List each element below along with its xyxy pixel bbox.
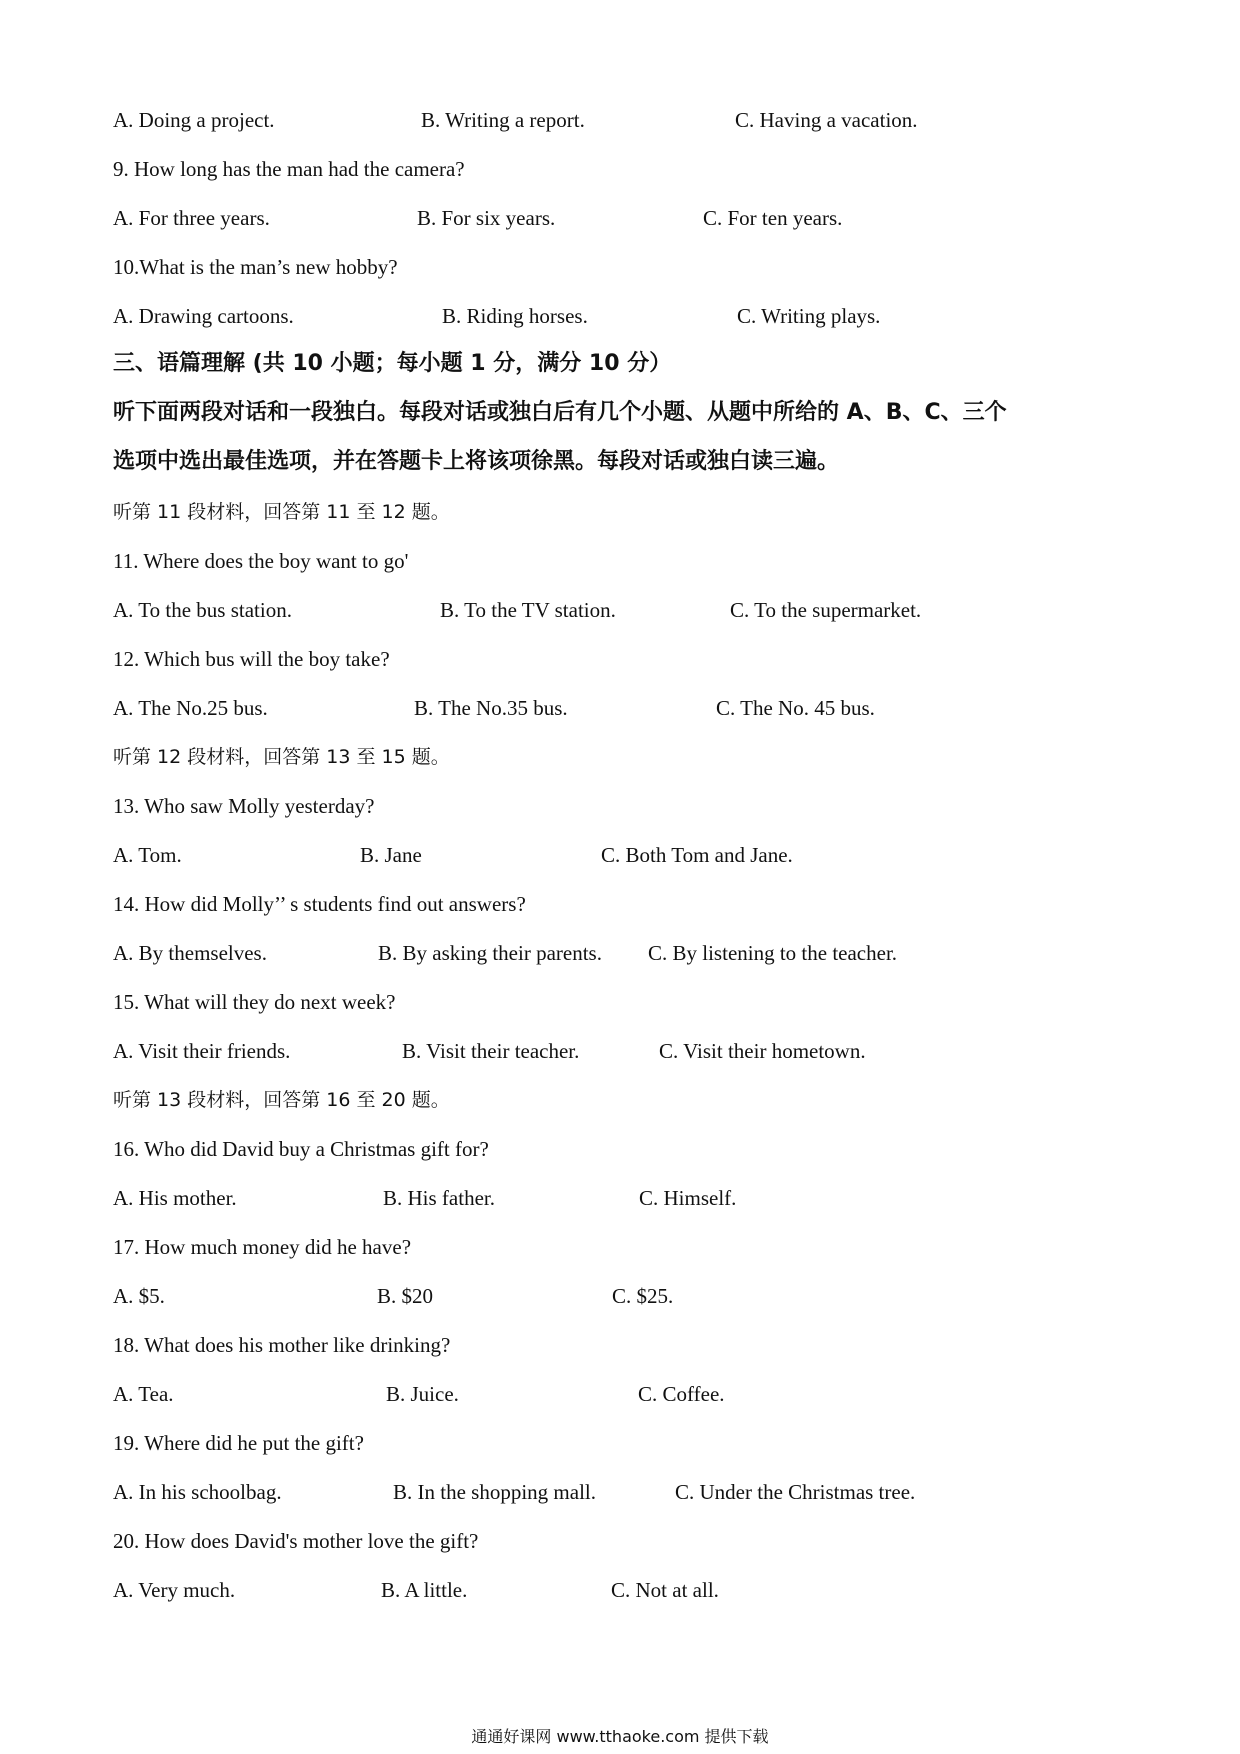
option-a: A. Tom.	[113, 843, 182, 867]
option-a: A. The No.25 bus.	[113, 696, 268, 720]
question-13: 13. Who saw Molly yesterday?	[113, 794, 375, 818]
material-label: 听第 12 段材料，回答第 13 至 15 题。	[113, 746, 450, 768]
option-c: C. Under the Christmas tree.	[675, 1480, 916, 1504]
option-b: B. Writing a report.	[421, 108, 585, 132]
question-15: 15. What will they do next week?	[113, 990, 396, 1014]
material-label: 听第 11 段材料，回答第 11 至 12 题。	[113, 501, 450, 523]
option-a: A. In his schoolbag.	[113, 1480, 282, 1504]
option-b: B. In the shopping mall.	[393, 1480, 596, 1504]
option-c: C. Not at all.	[611, 1578, 719, 1602]
option-c: C. The No. 45 bus.	[716, 696, 875, 720]
option-a: A. To the bus station.	[113, 598, 292, 622]
option-b: B. To the TV station.	[440, 598, 616, 622]
option-a: A. Very much.	[113, 1578, 236, 1602]
question-9: 9. How long has the man had the camera?	[113, 157, 465, 181]
option-b: B. The No.35 bus.	[414, 696, 568, 720]
option-b: B. Riding horses.	[442, 304, 588, 328]
question-11: 11. Where does the boy want to go'	[113, 549, 409, 573]
question-19: 19. Where did he put the gift?	[113, 1431, 364, 1455]
option-a: A. Tea.	[113, 1382, 174, 1406]
question-20: 20. How does David's mother love the gift?	[113, 1529, 479, 1553]
option-b: B. By asking their parents.	[378, 941, 602, 965]
option-a: A. By themselves.	[113, 941, 267, 965]
option-c: C. Both Tom and Jane.	[601, 843, 793, 867]
option-b: B. Juice.	[386, 1382, 459, 1406]
option-b: B. $20	[377, 1284, 434, 1308]
option-a: A. Doing a project.	[113, 108, 275, 132]
material-label: 听第 13 段材料，回答第 16 至 20 题。	[113, 1089, 450, 1111]
option-a: A. Visit their friends.	[113, 1039, 291, 1063]
question-12: 12. Which bus will the boy take?	[113, 647, 390, 671]
question-18: 18. What does his mother like drinking?	[113, 1333, 451, 1357]
instruction-line-1: 听下面两段对话和一段独白。每段对话或独白后有几个小题、从题中所给的 A、B、C、三个	[113, 400, 1007, 425]
option-b: B. His father.	[383, 1186, 495, 1210]
option-c: C. By listening to the teacher.	[648, 941, 898, 965]
question-10: 10.What is the man’s new hobby?	[113, 255, 398, 279]
page-footer: 通通好课网 www.tthaoke.com 提供下载	[471, 1727, 769, 1746]
option-a: A. $5.	[113, 1284, 165, 1308]
option-b: B. For six years.	[417, 206, 556, 230]
option-b: B. A little.	[381, 1578, 468, 1602]
option-b: B. Jane	[360, 843, 422, 867]
question-16: 16. Who did David buy a Christmas gift for?	[113, 1137, 489, 1161]
option-c: C. For ten years.	[703, 206, 843, 230]
option-b: B. Visit their teacher.	[402, 1039, 580, 1063]
option-c: C. Himself.	[639, 1186, 737, 1210]
option-a: A. For three years.	[113, 206, 270, 230]
question-14: 14. How did Molly’’ s students find out answers?	[113, 892, 526, 916]
option-c: C. To the supermarket.	[730, 598, 922, 622]
option-c: C. Coffee.	[638, 1382, 725, 1406]
option-c: C. Visit their hometown.	[659, 1039, 866, 1063]
question-17: 17. How much money did he have?	[113, 1235, 412, 1259]
option-a: A. His mother.	[113, 1186, 237, 1210]
option-c: C. Having a vacation.	[735, 108, 918, 132]
option-c: C. Writing plays.	[737, 304, 881, 328]
instruction-line-2: 选项中选出最佳选项，并在答题卡上将该项徐黑。每段对话或独白读三遍。	[113, 449, 840, 474]
option-c: C. $25.	[612, 1284, 674, 1308]
section-heading: 三、语篇理解 (共 10 小题；每小题 1 分，满分 10 分）	[113, 351, 672, 376]
option-a: A. Drawing cartoons.	[113, 304, 294, 328]
